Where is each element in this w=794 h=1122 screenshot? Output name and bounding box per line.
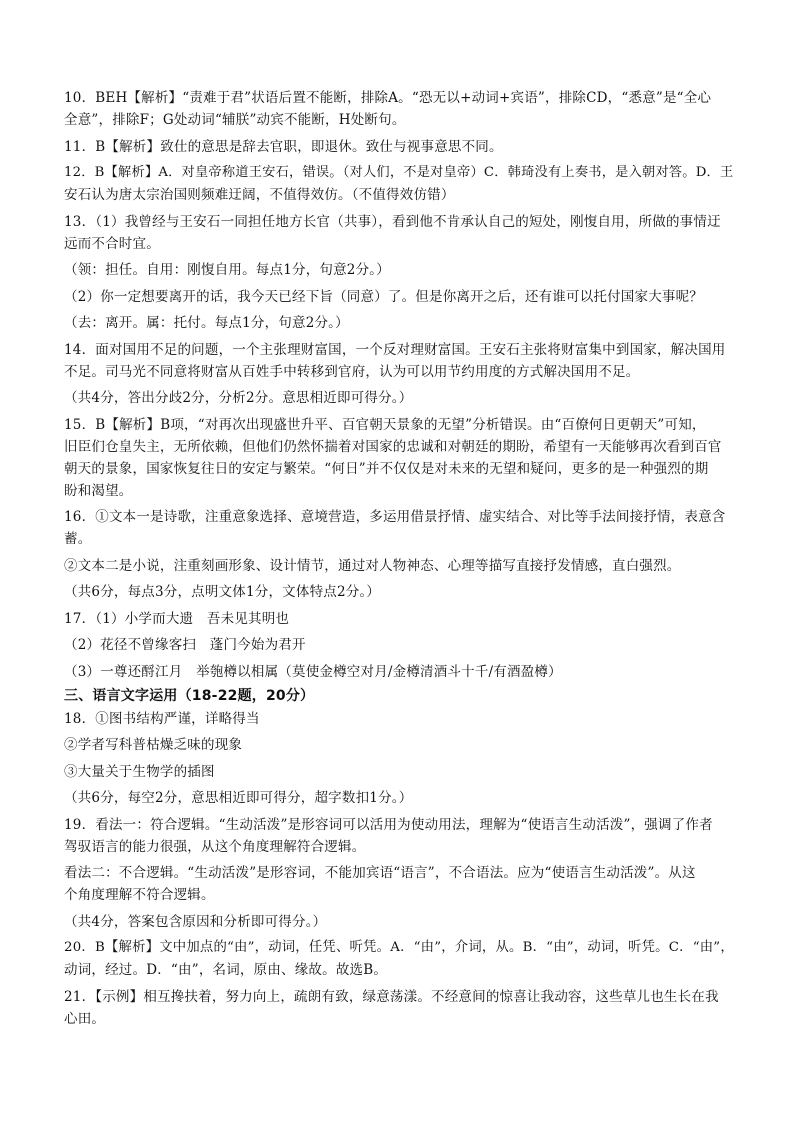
- answer-text-line: （领：担任。自用：刚愎自用。每点1分，句意2分。）: [64, 262, 390, 278]
- answer-text-line: 12．B【解析】A．对皇帝称道王安石，错误。（对人们，不是对皇帝）C．韩琦没有上奏书，是入朝对答。D．王: [64, 165, 734, 180]
- answers-block-10-17: [64, 87, 734, 683]
- answer-text-line: 朝天的景象，国家恢复往日的安定与繁荣。“何日”并不仅仅是对未来的无望和疑问，更多的是一种强烈的期: [64, 460, 709, 477]
- answer-content: [64, 87, 734, 1030]
- answer-text-line: 15．B【解析】B项，“对再次出现盛世升平、百官朝天景象的无望”分析错误。由“百僚何日更朝天”可知，: [64, 416, 706, 433]
- answer-text-line: （共4分，答出分歧2分，分析2分。意思相近即可得分。）: [64, 390, 413, 406]
- answer-text-line: 不足。司马光不同意将财富从百姓手中转移到官府，认为可以用节约用度的方式解决国用不足。: [64, 363, 640, 380]
- answer-text-line: （共6分，每空2分，意思相近即可得分，超字数扣1分。）: [64, 790, 413, 806]
- answer-text-line: 11．B【解析】致仕的意思是辞去官职，即退休。致仕与视事意思不同。: [64, 138, 503, 155]
- answer-text-line: 13．（1）我曾经与王安石一同担任地方长官（共事），看到他不肯承认自己的短处，刚愎自用，所做的事情迂: [64, 213, 721, 230]
- answer-text-line: 18．①图书结构严谨，详略得当: [64, 710, 260, 727]
- answer-text-line: 19．看法一：符合逻辑。“生动活泼”是形容词可以活用为使动用法，理解为“使语言生动活泼”，强调了作者: [64, 816, 713, 833]
- answer-text-line: ③大量关于生物学的插图: [64, 763, 215, 780]
- answer-text-line: 全意”，排除F；G处动词“辅朕”动宾不能断，H处断句。: [64, 112, 406, 128]
- answer-text-line: 14．面对国用不足的问题，一个主张理财富国，一个反对理财富国。王安石主张将财富集中到国家，解决国用: [64, 341, 726, 358]
- answer-text-line: 10．BEH【解析】“责难于君”状语后置不能断，排除A。“恐无以+动词+宾语”，排除CD，“悉意”是“全心: [64, 90, 712, 106]
- answer-text-line: （3）一尊还酹江月 举匏樽以相属（莫使金樽空对月/金樽清酒斗十千/有酒盈樽）: [64, 663, 562, 680]
- answer-text-line: （2）你一定想要离开的话，我今天已经下旨（同意）了。但是你离开之后，还有谁可以托付国家大事呢？: [64, 288, 703, 305]
- answer-text-line: 远而不合时宜。: [64, 235, 160, 252]
- answer-text-line: 盼和渴望。: [64, 482, 133, 499]
- answer-text-line: ②文本二是小说，注重刻画形象、设计情节，通过对人物神态、心理等描写直接抒发情感，直白强烈。: [64, 557, 681, 574]
- answer-text-line: 动词，经过。D．“由”，名词，原由、缘故。故选B。: [64, 962, 388, 978]
- answer-text-line: 看法二：不合逻辑。“生动活泼”是形容词，不能加宾语“语言”，不合语法。应为“使语言生动活泼”。从这: [64, 865, 696, 881]
- answer-text-line: 心田。: [64, 1010, 106, 1027]
- answer-text-line: ②学者写科普枯燥乏味的现象: [64, 737, 243, 753]
- section-heading: 三、语言文字运用（18-22题，20分）: [64, 687, 315, 704]
- answer-text-line: （去：离开。属：托付。每点1分，句意2分。）: [64, 315, 349, 331]
- answer-text-line: 旧臣们仓皇失主，无所依赖，但他们仍然怀揣着对国家的忠诚和对朝廷的期盼，希望有一天能够再次看到百官: [64, 438, 722, 455]
- answer-text-line: （共4分，答案包含原因和分析即可得分。）: [64, 913, 327, 930]
- answer-text-line: （2）花径不曾缘客扫 蓬门今始为君开: [64, 637, 306, 653]
- answer-text-line: 21．【示例】相互搀扶着，努力向上，疏朗有致，绿意荡漾。不经意间的惊喜让我动容，这些草儿也生长在我: [64, 988, 719, 1005]
- answers-block-18-21: [64, 708, 734, 1030]
- answer-text-line: 蓄。: [64, 531, 92, 547]
- answer-text-line: 16．①文本一是诗歌，注重意象选择、意境营造，多运用借景抒情、虚实结合、对比等手法间接抒情，表意含: [64, 509, 726, 525]
- answer-text-line: 17．（1）小学而大遗 吾未见其明也: [64, 610, 290, 627]
- answer-text-line: 个角度理解不符合逻辑。: [64, 887, 215, 903]
- answer-text-line: 20．B【解析】文中加点的“由”，动词，任凭、听凭。A．“由”，介词，从。B．“由”，动词，听凭。C．“由”，: [64, 940, 734, 955]
- answer-text-line: 驾驭语言的能力很强，从这个角度理解符合逻辑。: [64, 838, 366, 855]
- answer-text-line: （共6分，每点3分，点明文体1分，文体特点2分。）: [64, 584, 381, 600]
- answer-text-line: 安石认为唐太宗治国则频难迂阔，不值得效仿。（不值得效仿错）: [64, 187, 455, 203]
